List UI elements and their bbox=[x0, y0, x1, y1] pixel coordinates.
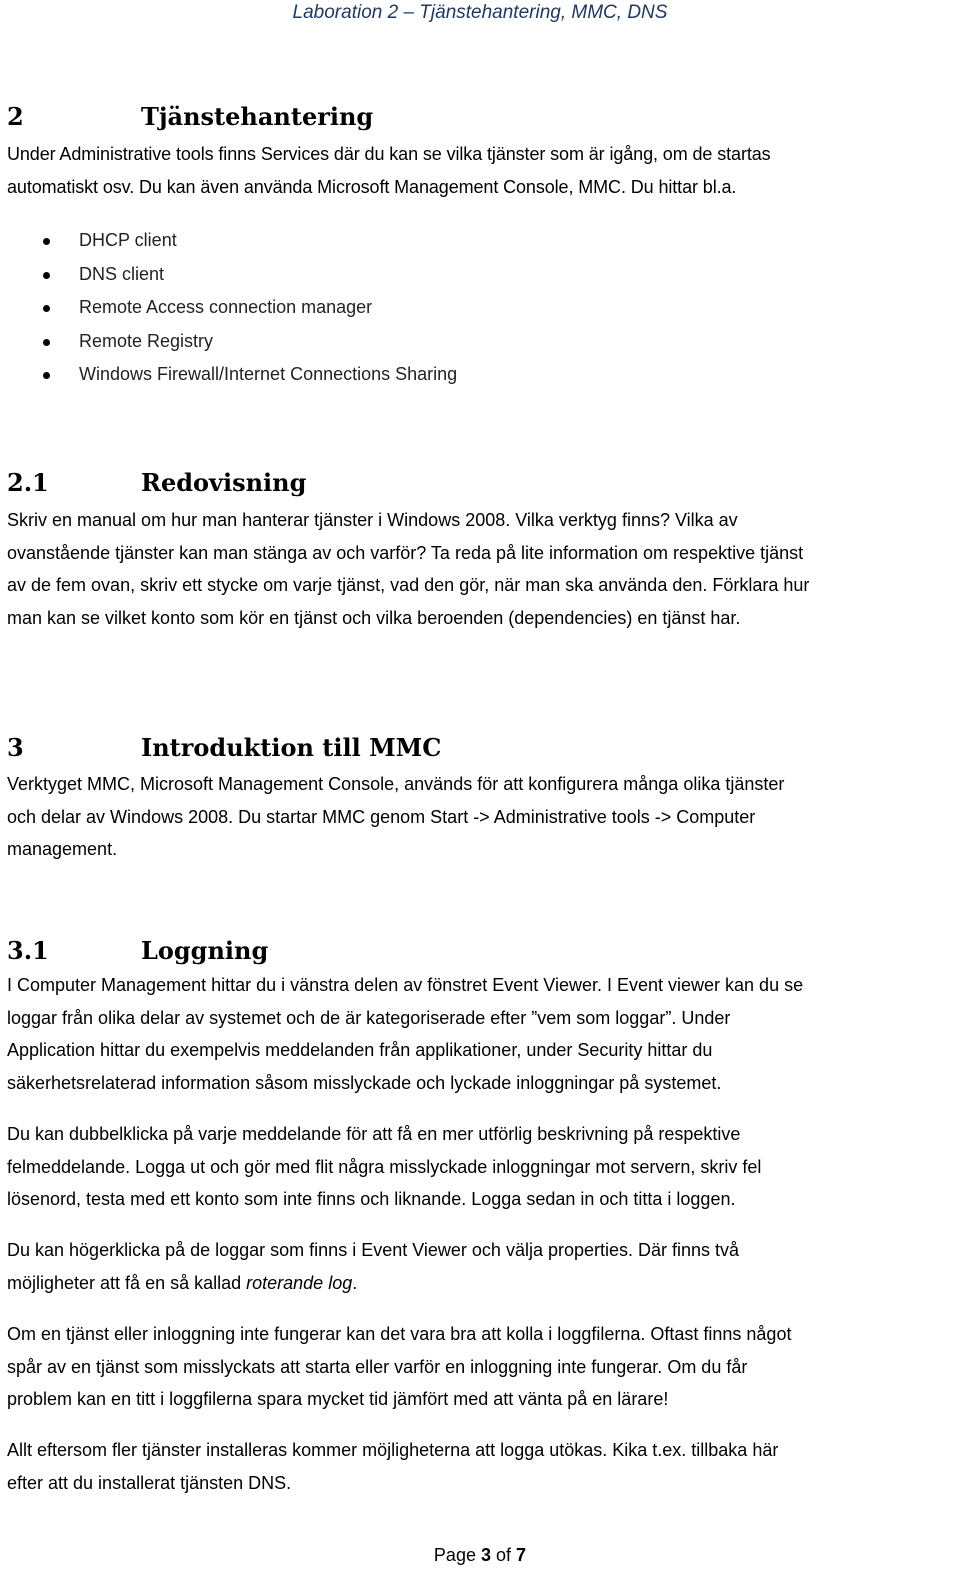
heading-title: Loggning bbox=[141, 936, 269, 965]
page-total: 7 bbox=[516, 1545, 527, 1565]
paragraph-line: I Computer Management hittar du i vänstra delen av fönstret Event Viewer. I Event viewer kan du se bbox=[7, 975, 804, 995]
paragraph-line: av de fem ovan, skriv ett stycke om varje tjänst, vad den gör, när man ska använda den. Förklara hur bbox=[7, 575, 810, 595]
bullet-icon bbox=[43, 238, 50, 245]
paragraph-line: automatiskt osv. Du kan även använda Microsoft Management Console, MMC. Du hittar bl.a. bbox=[7, 176, 737, 197]
bullet-icon bbox=[43, 339, 50, 346]
paragraph-line: spår av en tjänst som misslyckats att starta eller varför en inloggning inte fungerar. Om du får bbox=[7, 1356, 748, 1377]
bullet-icon bbox=[43, 305, 50, 312]
paragraph-line: efter att du installerat tjänsten DNS. bbox=[7, 1472, 292, 1493]
paragraph-line: Du kan dubbelklicka på varje meddelande för att få en mer utförlig beskrivning på respektive bbox=[7, 1124, 741, 1144]
heading-title: Redovisning bbox=[141, 468, 307, 497]
list-item: Remote Registry bbox=[0, 325, 457, 359]
paragraph-line: möjligheter att få en så kallad roterande log. bbox=[7, 1272, 358, 1293]
paragraph-line: Skriv en manual om hur man hanterar tjänster i Windows 2008. Vilka verktyg finns? Vilka av bbox=[7, 510, 738, 530]
paragraph-line: management. bbox=[7, 839, 118, 859]
paragraph-line: problem kan en titt i loggfilerna spara mycket tid jämfört med att vänta på en lärare! bbox=[7, 1389, 669, 1409]
page-current: 3 bbox=[480, 1545, 491, 1565]
bullet-icon bbox=[43, 272, 50, 279]
paragraph-line: loggar från olika delar av systemet och de är kategoriserade efter ”vem som loggar”. Under bbox=[7, 1007, 731, 1028]
section-2-intro bbox=[7, 138, 947, 203]
paragraph-line: Allt eftersom fler tjänster installeras kommer möjligheterna att logga utökas. Kika t.ex. tillbaka här bbox=[7, 1440, 779, 1460]
page-footer bbox=[0, 1540, 960, 1570]
heading-section-2 bbox=[7, 102, 373, 132]
paragraph-line: Verktyget MMC, Microsoft Management Console, används för att konfigurera många olika tjänster bbox=[7, 774, 785, 794]
heading-title: Tjänstehantering bbox=[141, 102, 374, 131]
list-item: Windows Firewall/Internet Connections Sharing bbox=[0, 358, 457, 392]
paragraph-line: säkerhetsrelaterad information såsom misslyckade och lyckade inloggningar på systemet. bbox=[7, 1072, 722, 1093]
section-2-1-body bbox=[7, 504, 947, 634]
heading-number: 2.1 bbox=[7, 468, 49, 497]
bullet-icon bbox=[43, 372, 50, 379]
section-3-body bbox=[7, 768, 947, 866]
paragraph-line: Du kan högerklicka på de loggar som finns i Event Viewer och välja properties. Där finns två bbox=[7, 1240, 740, 1260]
paragraph-line: lösenord, testa med ett konto som inte finns och liknande. Logga sedan in och titta i loggen. bbox=[7, 1189, 736, 1209]
heading-number: 2 bbox=[7, 102, 24, 131]
heading-section-2-1 bbox=[7, 468, 306, 498]
heading-number: 3.1 bbox=[7, 936, 49, 965]
section-3-1-paragraph-5 bbox=[7, 1434, 947, 1499]
section-3-1-paragraph-4 bbox=[7, 1318, 947, 1416]
heading-number: 3 bbox=[7, 733, 24, 762]
section-3-1-paragraph-1 bbox=[7, 969, 947, 1099]
services-list bbox=[0, 224, 457, 392]
of-label: of bbox=[496, 1545, 512, 1565]
heading-section-3 bbox=[7, 733, 441, 763]
section-3-1-paragraph-2 bbox=[7, 1118, 947, 1216]
paragraph-line: och delar av Windows 2008. Du startar MMC genom Start -> Administrative tools -> Computer bbox=[7, 806, 756, 827]
paragraph-line: felmeddelande. Logga ut och gör med flit några misslyckade inloggningar mot servern, skriv fel bbox=[7, 1156, 762, 1177]
paragraph-line: Under Administrative tools finns Services där du kan se vilka tjänster som är igång, om de startas bbox=[7, 144, 771, 164]
heading-section-3-1 bbox=[7, 936, 268, 966]
list-item: DNS client bbox=[0, 258, 457, 292]
page-header bbox=[0, 0, 960, 26]
page-label: Page bbox=[433, 1545, 476, 1565]
section-3-1-paragraph-3 bbox=[7, 1234, 947, 1299]
paragraph-line: Application hittar du exempelvis meddelanden från applikationer, under Security hittar du bbox=[7, 1040, 713, 1060]
emphasis-term: roterande log bbox=[246, 1272, 353, 1293]
paragraph-line: ovanstående tjänster kan man stänga av och varför? Ta reda på lite information om respektive tjänst bbox=[7, 542, 804, 563]
document-title: Laboration 2 – Tjänstehantering, MMC, DNS bbox=[292, 2, 668, 23]
paragraph-line: Om en tjänst eller inloggning inte fungerar kan det vara bra att kolla i loggfilerna. Oftast finns något bbox=[7, 1324, 792, 1344]
heading-title: Introduktion till MMC bbox=[141, 733, 442, 762]
list-item: Remote Access connection manager bbox=[0, 291, 457, 325]
paragraph-line: man kan se vilket konto som kör en tjänst och vilka beroenden (dependencies) en tjänst har. bbox=[7, 607, 741, 628]
list-item: DHCP client bbox=[0, 224, 457, 258]
